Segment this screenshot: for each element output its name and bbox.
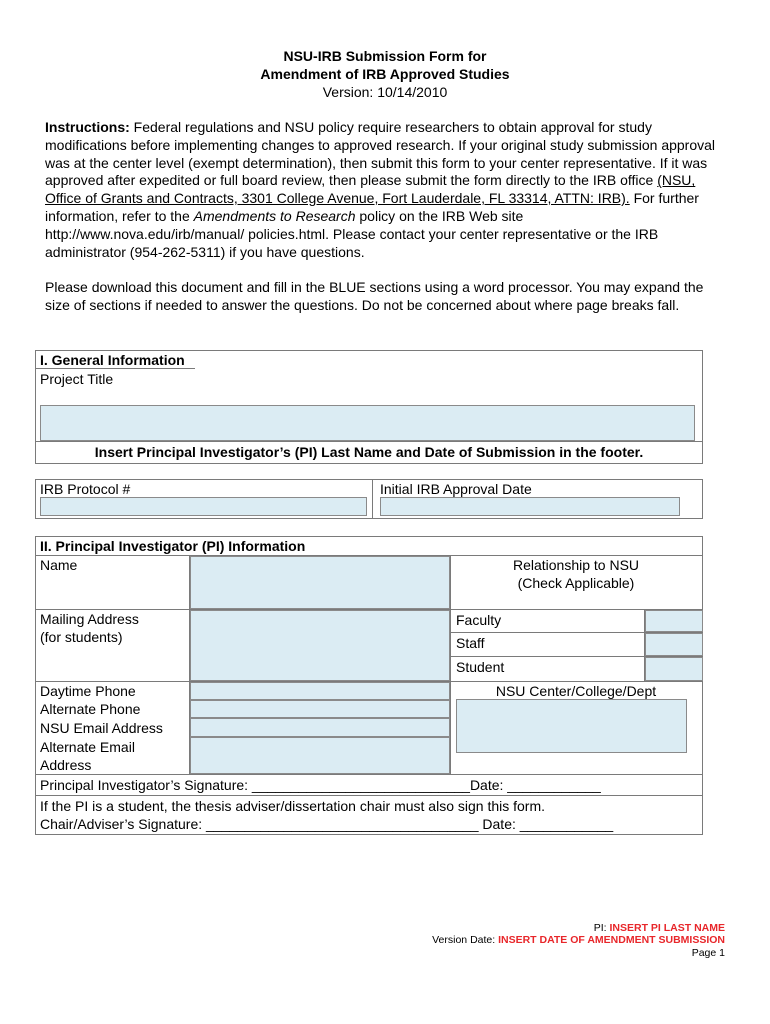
alternate-email-label-line2: Address	[40, 757, 92, 773]
instructions-paragraph	[45, 119, 725, 261]
footer-pi-value[interactable]: INSERT PI LAST NAME	[609, 922, 725, 934]
staff-label: Staff	[456, 635, 485, 651]
protocol-divider	[372, 479, 373, 519]
footer-pi-label: PI:	[593, 922, 610, 934]
policy-title: Amendments to Research	[193, 207, 356, 224]
nsu-email-field[interactable]	[190, 718, 450, 737]
alternate-email-field[interactable]	[190, 737, 450, 774]
pi-footer-instruction: Insert Principal Investigator’s (PI) Last Name and Date of Submission in the footer.	[94, 444, 644, 460]
contact-rows-divider	[35, 774, 703, 775]
student-label: Student	[456, 659, 505, 675]
instructions-text2: For further information, refer to the	[45, 190, 699, 224]
footer-page-number: Page 1	[691, 947, 725, 959]
mailing-address-field[interactable]	[190, 610, 450, 681]
daytime-phone-field[interactable]	[190, 682, 450, 700]
initial-approval-date-field[interactable]	[380, 497, 680, 516]
pi-name-label: Name	[40, 557, 78, 573]
irb-protocol-field[interactable]	[40, 497, 367, 516]
section1-divider	[35, 441, 703, 442]
pi-signature-line[interactable]: Principal Investigator’s Signature: ____________________________Date: ____________	[40, 777, 601, 793]
mailing-address-label-line1: Mailing Address	[40, 611, 139, 627]
signature-row-divider	[35, 795, 703, 796]
student-adviser-note: If the PI is a student, the thesis adviser/dissertation chair must also sign this form.	[40, 798, 546, 814]
mailing-address-label-line2: (for students)	[40, 629, 123, 645]
daytime-phone-label: Daytime Phone	[40, 683, 136, 699]
footer-version-line	[432, 933, 725, 947]
project-title-label: Project Title	[40, 371, 114, 387]
form-version: Version: 10/14/2010	[322, 84, 448, 100]
pi-name-field[interactable]	[190, 556, 450, 609]
student-checkbox[interactable]	[645, 657, 703, 681]
instructions-label: Instructions:	[45, 119, 130, 135]
faculty-checkbox[interactable]	[645, 610, 703, 632]
project-title-field[interactable]	[40, 405, 695, 441]
relationship-label-line2: (Check Applicable)	[517, 575, 635, 591]
center-college-dept-field[interactable]	[456, 699, 687, 753]
faculty-label: Faculty	[456, 612, 502, 628]
section1-heading: I. General Information	[40, 352, 185, 368]
irb-office-address: (NSU, Office of Grants and Contracts, 3301 College Avenue, Fort Lauderdale, FL 33314, ATTN: IRB).	[45, 172, 696, 207]
irb-protocol-label: IRB Protocol #	[40, 481, 131, 497]
relationship-label-line1: Relationship to NSU	[512, 557, 640, 573]
section1-heading-underline	[35, 368, 195, 369]
section2-heading: II. Principal Investigator (PI) Information	[40, 538, 306, 554]
download-note: Please download this document and fill in the BLUE sections using a word processor. You may expand the size of sections if needed to answer the questions. Do not be concerned about where page breaks fall.	[45, 279, 704, 313]
nsu-email-label: NSU Email Address	[40, 720, 163, 736]
alternate-phone-field[interactable]	[190, 700, 450, 718]
center-college-dept-label: NSU Center/College/Dept	[495, 683, 657, 699]
form-title-line1: NSU-IRB Submission Form for	[283, 48, 487, 64]
instructions-text1: Federal regulations and NSU policy require researchers to obtain approval for study modifications before implementing changes to approved research. If your original study submission approval was at the center level (exempt determination), then submit this form to your center representative. If it was approved after expedited or full board review, then please submit the form directly to the IRB office	[45, 119, 716, 189]
footer-version-value[interactable]: INSERT DATE OF AMENDMENT SUBMISSION	[498, 934, 725, 946]
initial-approval-date-label: Initial IRB Approval Date	[380, 481, 532, 497]
instructions-text3: policy on the IRB Web site http://www.nova.edu/irb/manual/ policies.html. Please contact your center representative or the IRB administrator (954-262-5311) if you have questions.	[45, 207, 659, 260]
alternate-email-label-line1: Alternate Email	[40, 739, 135, 755]
footer-version-label: Version Date:	[432, 934, 499, 946]
staff-checkbox[interactable]	[645, 633, 703, 656]
chair-signature-line[interactable]: Chair/Adviser’s Signature: ___________________________________ Date: ____________	[40, 816, 614, 832]
alternate-phone-label: Alternate Phone	[40, 701, 141, 717]
form-title-line2: Amendment of IRB Approved Studies	[260, 66, 510, 82]
